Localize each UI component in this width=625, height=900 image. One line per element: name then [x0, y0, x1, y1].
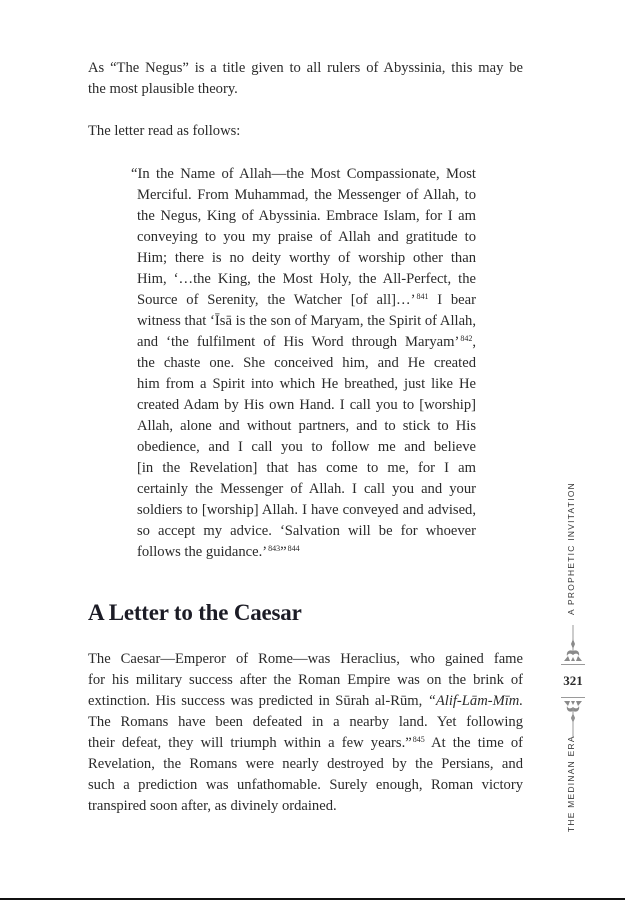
intro-paragraph	[88, 58, 523, 100]
quote-line: certainly the Messenger of Allah. I call you and your	[137, 481, 476, 497]
text-line: such a prediction was unfathomable. Surely enough, Roman victory	[88, 777, 523, 793]
text-line: the most plausible theory.	[88, 81, 238, 97]
quote-line	[131, 542, 476, 563]
quote-line: so accept my advice. ‘Salvation will be for whoever	[137, 523, 476, 539]
footnote-ref-841[interactable]: 841	[416, 292, 429, 301]
section-heading: A Letter to the Caesar	[88, 600, 302, 625]
quote-line	[131, 332, 476, 353]
footnote-ref-845[interactable]: 845	[412, 735, 425, 744]
quote-text: and ‘the fulfilment of His Word through Maryam’	[137, 334, 460, 350]
text-line: The letter read as follows:	[88, 123, 241, 139]
quote-line: Allah, alone and without partners, and to stick to His	[137, 418, 476, 434]
quote-line: the Negus, King of Abyssinia. Embrace Islam, for I am	[137, 208, 476, 224]
text-run: extinction. His success was predicted in Sūrah al-Rūm,	[88, 693, 428, 709]
footnote-ref-844[interactable]: 844	[287, 544, 300, 553]
footnote-ref-843[interactable]: 843	[268, 544, 281, 553]
quote-text: Source of Serenity, the Watcher [of all]…’	[137, 292, 416, 308]
fleuron-top-icon	[561, 625, 585, 667]
text-line: The Caesar—Emperor of Rome—was Heraclius, who gained fame	[88, 651, 523, 667]
quote-line: Merciful. From Muhammad, the Messenger of Allah, to	[137, 187, 476, 203]
letter-lead-paragraph	[88, 121, 523, 142]
text-line: As “The Negus” is a title given to all rulers of Abyssinia, this may be	[88, 60, 523, 76]
quote-text: I bear	[428, 292, 476, 308]
text-line: The Romans have been defeated in a nearby land. Yet following	[88, 714, 523, 730]
text-run: At the time of	[424, 735, 523, 751]
quote-line: him from a Spirit into which He breathed, just like He	[137, 376, 476, 392]
quote-line: Him, ‘…the King, the Most Holy, the All-Perfect, the	[137, 271, 476, 287]
text-line: Revelation, the Romans were nearly destroyed by the Persians, and	[88, 756, 523, 772]
quote-line: Him; there is no deity worthy of worship other than	[137, 250, 476, 266]
fleuron-bottom-icon	[561, 695, 585, 737]
quote-line: witness that ‘Īsā is the son of Maryam, the Spirit of Allah,	[137, 313, 476, 329]
quote-line: the chaste one. She conceived him, and He created	[137, 355, 476, 371]
quote-line: created Adam by His own Hand. I call you to [worship]	[137, 397, 476, 413]
running-header-book-title: A PROPHETIC INVITATION	[566, 482, 576, 615]
quote-text: follows the guidance.’	[137, 544, 268, 560]
text-run: their defeat, they will triumph within a few years.”	[88, 735, 412, 751]
quote-line: [in the Revelation] that has come to me, for I am	[137, 460, 476, 476]
running-header-part-title: THE MEDINAN ERA	[566, 735, 576, 832]
text-line: for his military success after the Roman Empire was on the brink of	[88, 672, 523, 688]
quote-line: soldiers to [worship] Allah. I have conveyed and advised,	[137, 502, 476, 518]
quote-line: conveying to you my praise of Allah and gratitude to	[137, 229, 476, 245]
running-header-margin	[551, 0, 595, 900]
quote-line: obedience, and I call you to follow me and believe	[137, 439, 476, 455]
caesar-paragraph	[88, 649, 523, 817]
quran-quote-italic: “Alif-Lām-Mīm.	[427, 693, 523, 709]
quote-line: “In the Name of Allah—the Most Compassionate, Most	[131, 166, 476, 182]
quote-text: ,	[472, 334, 476, 350]
text-line	[88, 691, 523, 712]
quote-line	[131, 290, 476, 311]
text-line	[88, 733, 523, 754]
letter-blockquote	[131, 164, 476, 563]
text-line: transpired soon after, as divinely ordained.	[88, 798, 337, 814]
footnote-ref-842[interactable]: 842	[460, 334, 473, 343]
closing-quote-mark: ”	[280, 544, 287, 560]
page-number: 321	[563, 673, 583, 688]
